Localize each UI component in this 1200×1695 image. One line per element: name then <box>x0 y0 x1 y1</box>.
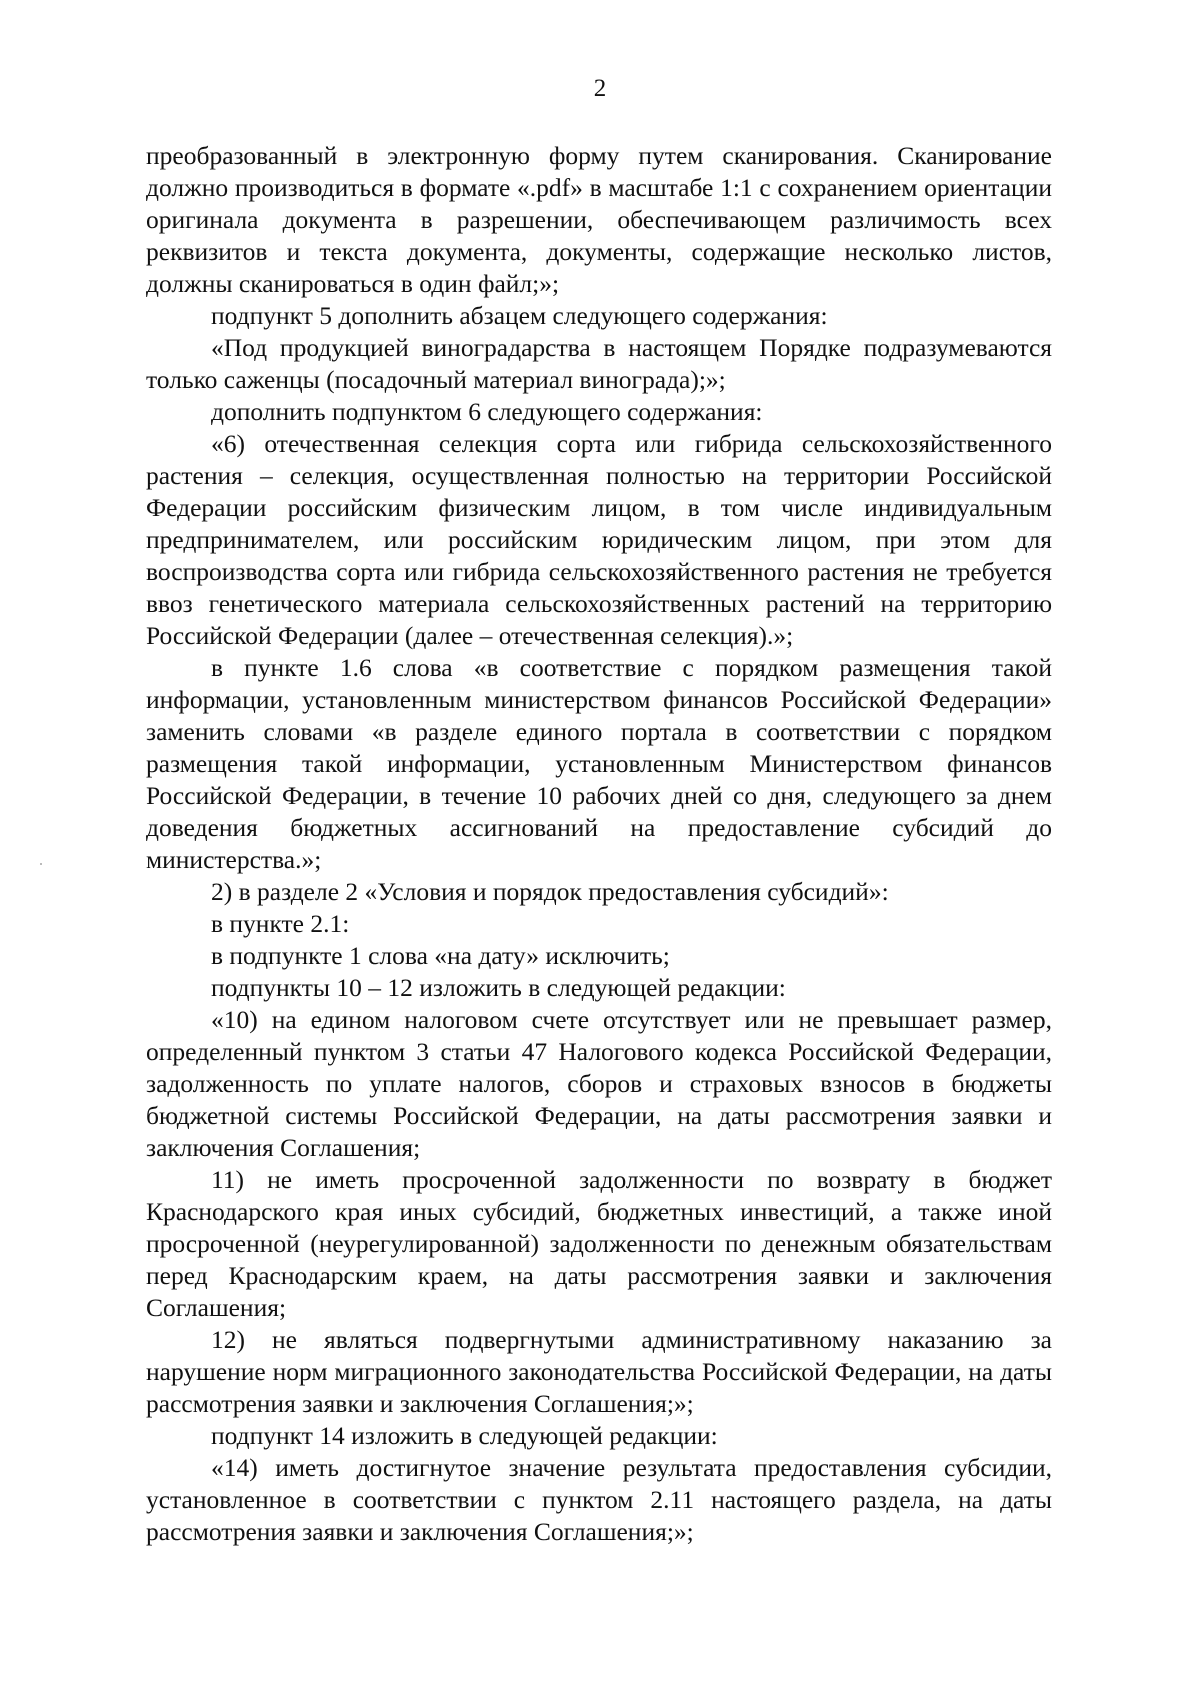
paragraph: в пункте 1.6 слова «в соответствие с порядком размещения такой информации, установленным министерством финансов Российской Федерации» заменить словами «в разделе единого портала в соответствии с порядком размещения такой информации, установленным Министерством финансов Российской Федерации, в течение 10 рабочих дней со дня, следующего за днем доведения бюджетных ассигнований на предоставление субсидий до министерства.»; <box>146 653 1052 874</box>
paragraph: подпункт 5 дополнить абзацем следующего содержания: <box>211 301 828 330</box>
paragraph: 2) в разделе 2 «Условия и порядок предоставления субсидий»: <box>211 877 889 906</box>
paragraph: преобразованный в электронную форму путем сканирования. Сканирование должно производиться в формате «.pdf» в масштабе 1:1 с сохранением ориентации оригинала документа в разрешении, обеспечивающем различимость всех реквизитов и текста документа, документы, содержащие несколько листов, должны сканироваться в один файл;»; <box>146 141 1052 298</box>
paragraph: подпункты 10 – 12 изложить в следующей редакции: <box>211 973 786 1002</box>
document-body <box>146 140 1052 1548</box>
paragraph: 12) не являться подвергнутыми административному наказанию за нарушение норм миграционного законодательства Российской Федерации, на даты рассмотрения заявки и заключения Соглашения;»; <box>146 1325 1052 1418</box>
scan-artifact <box>40 863 42 865</box>
paragraph: «Под продукцией виноградарства в настоящем Порядке подразумеваются только саженцы (посадочный материал винограда);»; <box>146 333 1052 394</box>
paragraph: «6) отечественная селекция сорта или гибрида сельскохозяйственного растения – селекция, осуществленная полностью на территории Российской Федерации российским физическим лицом, в том числе индивидуальным предпринимателем, или российским юридическим лицом, при этом для воспроизводства сорта или гибрида сельскохозяйственного растения не требуется ввоз генетического материала сельскохозяйственных растений на территорию Российской Федерации (далее – отечественная селекция).»; <box>146 429 1052 650</box>
page-number: 2 <box>593 75 607 102</box>
paragraph: 11) не иметь просроченной задолженности по возврату в бюджет Краснодарского края иных субсидий, бюджетных инвестиций, а также иной просроченной (неурегулированной) задолженности по денежным обязательствам перед Краснодарским краем, на даты рассмотрения заявки и заключения Соглашения; <box>146 1165 1052 1322</box>
paragraph: дополнить подпунктом 6 следующего содержания: <box>211 397 763 426</box>
paragraph: в пункте 2.1: <box>211 909 350 938</box>
paragraph: «14) иметь достигнутое значение результата предоставления субсидии, установленное в соответствии с пунктом 2.11 настоящего раздела, на даты рассмотрения заявки и заключения Соглашения;»; <box>146 1453 1052 1546</box>
paragraph: «10) на едином налоговом счете отсутствует или не превышает размер, определенный пунктом 3 статьи 47 Налогового кодекса Российской Федерации, задолженность по уплате налогов, сборов и страховых взносов в бюджеты бюджетной системы Российской Федерации, на даты рассмотрения заявки и заключения Соглашения; <box>146 1005 1052 1162</box>
paragraph: подпункт 14 изложить в следующей редакции: <box>211 1421 718 1450</box>
paragraph: в подпункте 1 слова «на дату» исключить; <box>211 941 670 970</box>
